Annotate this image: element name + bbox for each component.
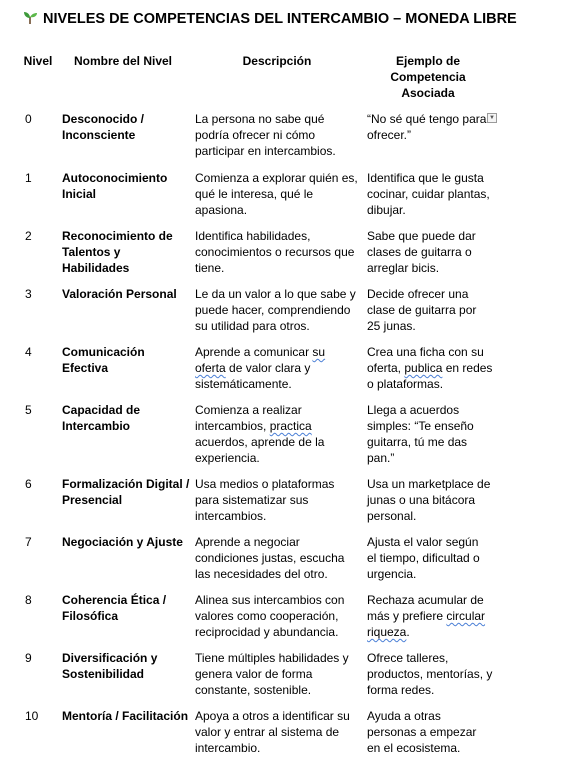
level-number: 3 <box>25 287 32 301</box>
level-name: Capacidad de Intercambio <box>62 403 141 433</box>
header-nombre: Nombre del Nivel <box>73 54 173 68</box>
level-description: Le da un valor a lo que sabe y puede hacer, comprendiendo su utilidad para otros. <box>195 287 356 333</box>
example-line: Rechaza acumular de más y prefiere circular riqueza. <box>367 593 486 639</box>
level-example: Usa un marketplace de junas o una bitácora personal. <box>367 477 491 523</box>
level-description <box>195 344 359 392</box>
level-example <box>367 344 495 392</box>
level-description: Identifica habilidades, conocimientos o recursos que tiene. <box>195 229 355 275</box>
level-description <box>195 402 359 466</box>
level-name: Negociación y Ajuste <box>62 535 183 549</box>
level-description: Tiene múltiples habilidades y genera valor de forma constante, sostenible. <box>195 651 349 697</box>
dropdown-arrow-icon[interactable]: ▼ <box>487 113 497 123</box>
level-name: Diversificación y Sostenibilidad <box>62 651 158 681</box>
level-example: Decide ofrecer una clase de guitarra por 25 junas. <box>367 287 477 333</box>
level-number: 10 <box>25 709 39 723</box>
level-description: Aprende a negociar condiciones justas, escucha las necesidades del otro. <box>195 535 345 581</box>
level-name: Desconocido / Inconsciente <box>62 112 145 142</box>
seedling-icon <box>22 9 38 25</box>
description-line: Comienza a realizar intercambios, practica acuerdos, aprende de la experiencia. <box>195 403 325 465</box>
document-title <box>22 9 562 28</box>
level-number: 5 <box>25 403 32 417</box>
level-number: 4 <box>25 345 32 359</box>
level-example: Identifica que le gusta cocinar, cuidar plantas, dibujar. <box>367 171 490 217</box>
level-name: Mentoría / Facilitación <box>62 709 189 723</box>
level-name: Autoconocimiento Inicial <box>62 171 168 201</box>
level-name: Comunicación Efectiva <box>62 345 145 375</box>
header-nivel: Nivel <box>23 54 53 68</box>
level-description: Comienza a explorar quién es, qué le interesa, qué le apasiona. <box>195 171 358 217</box>
level-example <box>367 592 495 640</box>
title-text: NIVELES DE COMPETENCIAS DEL INTERCAMBIO – MONEDA LIBRE <box>43 11 517 27</box>
level-description: Usa medios o plataformas para sistematizar sus intercambios. <box>195 477 335 523</box>
level-example: Llega a acuerdos simples: “Te enseño guitarra, tú me das pan.” <box>367 403 474 465</box>
header-ejemplo: Ejemplo de Competencia Asociada <box>390 54 466 100</box>
level-description: Alinea sus intercambios con valores como cooperación, reciprocidad y abundancia. <box>195 593 345 639</box>
level-number: 1 <box>25 171 32 185</box>
description-line: Aprende a comunicar su oferta de valor clara y sistemáticamente. <box>195 345 326 391</box>
level-name: Coherencia Ética / Filosófica <box>62 593 167 623</box>
level-number: 6 <box>25 477 32 491</box>
level-number: 0 <box>25 112 32 126</box>
level-number: 9 <box>25 651 32 665</box>
example-line: Crea una ficha con su oferta, publica en redes o plataformas. <box>367 345 493 391</box>
level-example: Ayuda a otras personas a empezar en el ecosistema. <box>367 709 477 755</box>
level-number: 2 <box>25 229 32 243</box>
level-name: Reconocimiento de Talentos y Habilidades <box>62 229 173 275</box>
level-number: 8 <box>25 593 32 607</box>
level-example: Ajusta el valor según el tiempo, dificultad o urgencia. <box>367 535 480 581</box>
level-name: Formalización Digital / Presencial <box>62 477 190 507</box>
header-descripcion: Descripción <box>242 54 312 68</box>
level-example: Ofrece talleres, productos, mentorías, y forma redes. <box>367 651 493 697</box>
level-description: Apoya a otros a identificar su valor y entrar al sistema de intercambio. <box>195 709 350 755</box>
level-number: 7 <box>25 535 32 549</box>
level-description: La persona no sabe qué podría ofrecer ni cómo participar en intercambios. <box>195 112 336 158</box>
level-name: Valoración Personal <box>62 287 177 301</box>
level-example: Sabe que puede dar clases de guitarra o arreglar bicis. <box>367 229 476 275</box>
level-example: “No sé qué tengo para ofrecer.” <box>367 112 487 142</box>
